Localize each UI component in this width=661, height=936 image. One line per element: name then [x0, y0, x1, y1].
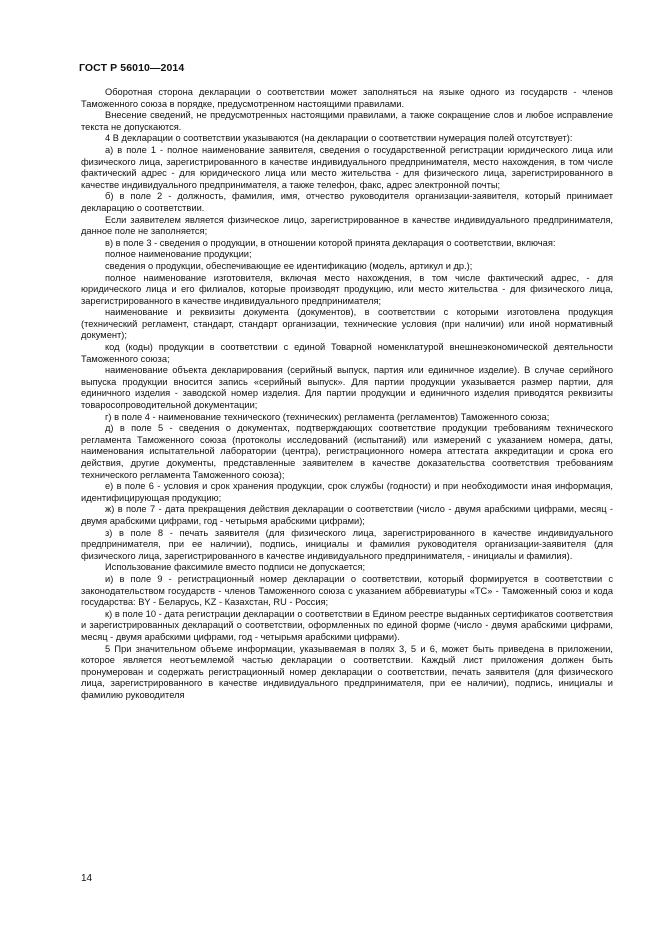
paragraph: Внесение сведений, не предусмотренных настоящими правилами, а также сокращение слов и любое исправление текста не допускаются.	[81, 110, 613, 132]
paragraph: ж) в поле 7 - дата прекращения действия декларации о соответствии (число - двумя арабскими цифрами, месяц - двумя арабскими цифрами, год - четырьмя арабскими цифрами);	[81, 504, 613, 526]
paragraph: Если заявителем является физическое лицо, зарегистрированное в качестве индивидуального предпринимателя, данное поле не заполняется;	[81, 214, 613, 237]
paragraph: е) в поле 6 - условия и срок хранения продукции, срок службы (годности) и при необходимости иная информация, идентифицирующая продукцию;	[81, 481, 613, 503]
paragraph: и) в поле 9 - регистрационный номер декларации о соответствии, который формируется в соответствии с законодательством государств - членов Таможенного союза с указанием аббревиатуры «ТС» - Таможенный союз и кода государства: BY - Беларусь, KZ - Казахстан, RU - Россия;	[81, 573, 613, 608]
paragraph: д) в поле 5 - сведения о документах, подтверждающих соответствие продукции требованиям технического регламента Таможенного союза (протоколы исследований (испытаний) или измерений с указанием номера, даты, наименования испытательной лаборатории (центра), регистрационного номера аттестата аккредитации и срока его действия, другие документы, представленные заявителем в качестве доказательства соответствия требованиям технического регламента Таможенного союза);	[81, 423, 613, 480]
document-body	[81, 87, 613, 701]
paragraph: в) в поле 3 - сведения о продукции, в отношении которой принята декларация о соответствии, включая:	[105, 237, 556, 248]
paragraph: б) в поле 2 - должность, фамилия, имя, отчество руководителя организации-заявителя, который принимает декларацию о соответствии.	[81, 191, 613, 213]
paragraph: полное наименование изготовителя, включая место нахождения, в том числе фактический адрес, - для юридического лица и его филиалов, которые производят продукцию, или место жительства - для физического лица, зарегистрированного в качестве индивидуального предпринимателя;	[81, 272, 613, 306]
paragraph: код (коды) продукции в соответствии с единой Товарной номенклатурой внешнеэкономической деятельности Таможенного союза;	[81, 342, 613, 364]
paragraph: г) в поле 4 - наименование технического (технических) регламента (регламентов) Таможенного союза;	[105, 411, 550, 422]
document-header: ГОСТ Р 56010—2014	[79, 62, 185, 74]
paragraph: наименование объекта декларирования (серийный выпуск, партия или единичное изделие). В случае серийного выпуска продукции вносится запись «серийный выпуск». Для партии продукции указывается размер партии, для единичного изделия - заводской номер изделия. Для партии продукции и единичного изделия приводятся реквизиты товаросопроводительной документации;	[81, 365, 613, 411]
paragraph: Оборотная сторона декларации о соответствии может заполняться на языке одного из государств - членов Таможенного союза в порядке, предусмотренном настоящими правилами.	[81, 87, 613, 109]
paragraph: наименование и реквизиты документа (документов), в соответствии с которыми изготовлена продукция (технический регламент, стандарт, стандарт организации, технические условия (при наличии) или иной нормативный документ);	[81, 307, 613, 341]
paragraph: к) в поле 10 - дата регистрации декларации о соответствии в Едином реестре выданных сертификатов соответствия и зарегистрированных деклараций о соответствии, оформленных по единой форме (число - двумя арабскими цифрами, месяц - двумя арабскими цифрами, год - четырьмя арабскими цифрами).	[81, 608, 613, 642]
paragraph: Использование факсимиле вместо подписи не допускается;	[105, 562, 366, 573]
paragraph: з) в поле 8 - печать заявителя (для физического лица, зарегистрированного в качестве индивидуального предпринимателя, при ее наличии), подпись, инициалы и фамилия руководителя организации-заявителя (для физического лица, зарегистрированного в качестве индивидуального предпринимателя, - инициалы и фамилия).	[81, 527, 613, 561]
paragraph: а) в поле 1 - полное наименование заявителя, сведения о государственной регистрации юридического лица или физического лица, зарегистрированного в качестве индивидуального предпринимателя, место нахождения, в том числе фактический адрес - для юридического лица или место жительства - для физического лица, зарегистрированного в качестве индивидуального предпринимателя, а также телефон, факс, адрес электронной почты;	[81, 144, 613, 190]
paragraph: 4 В декларации о соответствии указываются (на декларации о соответствии нумерация полей отсутствует):	[105, 133, 573, 144]
paragraph: сведения о продукции, обеспечивающие ее идентификацию (модель, артикул и др.);	[105, 260, 473, 271]
paragraph: 5 При значительном объеме информации, указываемая в полях 3, 5 и 6, может быть приведена в приложении, которое является неотъемлемой частью декларации о соответствии. Каждый лист приложения должен быть пронумерован и содержать регистрационный номер декларации о соответствии, печать заявителя (для физического лица, зарегистрированного в качестве индивидуального предпринимателя, при ее наличии), подпись, инициалы и фамилию руководителя	[81, 643, 613, 700]
page-number: 14	[81, 873, 93, 884]
paragraph: полное наименование продукции;	[105, 249, 252, 260]
